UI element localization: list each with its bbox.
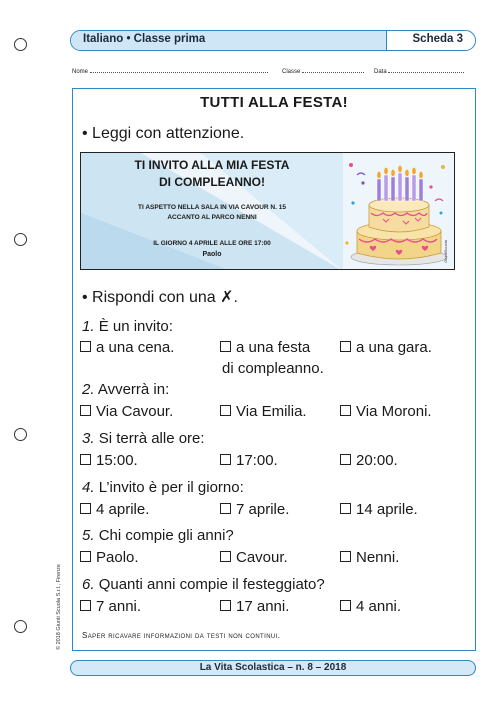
option-1b[interactable] [220,339,310,356]
binder-hole [14,38,27,51]
option-5c[interactable] [340,549,399,566]
option-2a[interactable] [80,403,173,420]
question-text: Si terrà alle ore: [98,430,205,447]
checkbox[interactable] [220,341,231,352]
invitation-card [80,152,455,270]
invite-signature: Paolo [202,251,222,258]
option-1b-continued: di compleanno. [222,360,324,377]
checkbox[interactable] [220,405,231,416]
name-label: Nome [72,69,89,75]
question-3 [82,430,205,447]
invite-landmark: ACCANTO AL PARCO NENNI [167,214,257,221]
question-number: 5. [82,527,95,544]
header-bar [70,30,476,51]
invite-datetime: IL GIORNO 4 APRILE ALLE ORE 17:00 [153,240,271,247]
checkbox[interactable] [340,551,351,562]
checkbox[interactable] [80,551,91,562]
question-text: Avverrà in: [97,381,170,398]
checkbox[interactable] [340,600,351,611]
checkbox[interactable] [220,454,231,465]
checkbox[interactable] [80,600,91,611]
option-label: a una gara. [356,339,432,356]
option-label: Via Moroni. [356,403,432,420]
checkbox[interactable] [220,600,231,611]
option-label: Nenni. [356,549,400,566]
option-label: 7 anni. [96,598,142,615]
invite-address: TI ASPETTO NELLA SALA IN VIA CAVOUR N. 15 [138,204,286,211]
date-label: Data [374,69,387,75]
option-label: 17 anni. [236,598,290,615]
checkbox[interactable] [340,454,351,465]
binder-hole [14,233,27,246]
option-2c[interactable] [340,403,432,420]
checkbox[interactable] [340,405,351,416]
option-label: a una festa [236,339,311,356]
checkbox[interactable] [340,503,351,514]
footer-bar [70,660,476,676]
sheet-label: Scheda 3 [412,33,463,45]
checkbox[interactable] [80,503,91,514]
question-2 [82,381,169,398]
checkbox[interactable] [80,405,91,416]
subject-title: Italiano • Classe prima [83,33,206,45]
option-label: 7 aprile. [236,501,290,518]
question-number: 6. [82,576,95,593]
option-6a[interactable] [80,598,141,615]
checkbox[interactable] [220,551,231,562]
binder-hole [14,620,27,633]
option-4c[interactable] [340,501,418,518]
option-label: 17:00. [236,452,278,469]
option-label: 14 aprile. [356,501,418,518]
read-instruction: • Leggi con attenzione. [82,125,245,142]
question-5 [82,527,234,544]
checkbox[interactable] [80,341,91,352]
invite-line-1: TI INVITO ALLA MIA FESTA [134,158,290,172]
option-1c[interactable] [340,339,432,356]
option-6b[interactable] [220,598,289,615]
question-number: 4. [82,479,95,496]
date-field[interactable] [374,66,464,75]
invite-line-2: DI COMPLEANNO! [159,175,265,189]
option-1a[interactable] [80,339,174,356]
binder-hole [14,428,27,441]
option-3a[interactable] [80,452,138,469]
option-5b[interactable] [220,549,288,566]
option-label: 15:00. [96,452,138,469]
option-label: 4 anni. [356,598,402,615]
option-5a[interactable] [80,549,139,566]
name-field[interactable] [72,66,268,75]
question-number: 3. [82,430,95,447]
option-label: Via Cavour. [96,403,174,420]
image-credit: GiuntiScuola [443,240,448,263]
answer-instruction: • Rispondi con una ✗. [82,289,238,306]
option-label: Via Emilia. [236,403,307,420]
option-label: Paolo. [96,549,139,566]
option-3c[interactable] [340,452,398,469]
question-text: L’invito è per il giorno: [98,479,244,496]
option-4b[interactable] [220,501,289,518]
option-label: 20:00. [356,452,398,469]
copyright-notice: © 2018 Giunti Scuola S.r.l., Firenze [56,564,62,650]
question-number: 1. [82,318,95,335]
option-4a[interactable] [80,501,149,518]
option-3b[interactable] [220,452,278,469]
footer-text: La Vita Scolastica – n. 8 – 2018 [199,662,347,673]
class-label: Classe [282,69,301,75]
checkbox[interactable] [80,454,91,465]
question-6 [82,576,325,593]
learning-objective: Saper ricavare informazioni da testi non continui. [82,631,281,640]
option-label: a una cena. [96,339,175,356]
question-text: Quanti anni compie il festeggiato? [98,576,325,593]
question-1 [82,318,173,335]
option-2b[interactable] [220,403,307,420]
checkbox[interactable] [220,503,231,514]
question-4 [82,479,244,496]
question-text: È un invito: [98,318,173,335]
page-title: TUTTI ALLA FESTA! [200,94,348,111]
question-number: 2. [82,381,95,398]
birthday-cake-icon [343,153,455,269]
option-6c[interactable] [340,598,401,615]
question-text: Chi compie gli anni? [98,527,234,544]
option-label: Cavour. [236,549,288,566]
class-field[interactable] [282,66,364,75]
checkbox[interactable] [340,341,351,352]
option-label: 4 aprile. [96,501,150,518]
